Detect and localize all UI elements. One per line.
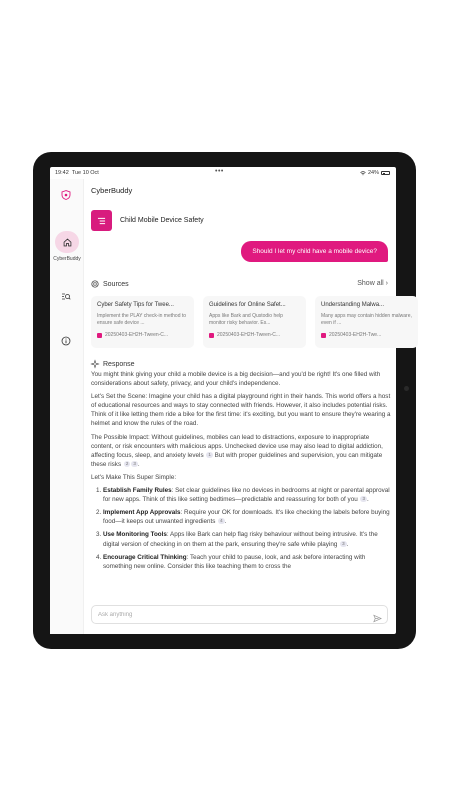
list-item: 3. Use Monitoring Tools: Apps like Bark can help flag risky behaviour without being intrusive. It's the digital version of checking in on them at the park, ensuring they're safe while playing 3 . <box>103 530 391 548</box>
multitask-dots[interactable]: ••• <box>215 168 224 175</box>
sparkle-icon <box>91 360 99 368</box>
source-card-meta: 20250403-EH2H-Twe... <box>321 332 412 338</box>
app-logo-icon <box>61 187 71 205</box>
response-impact: The Possible Impact: Without guidelines, mobiles can lead to distractions, exposure to inappropriate content, or risk encounters with malicious apps. Unchecked device use may also lead to digital addiction, affecting focus, sleep, and anxiety levels 1 But with proper guidelines and supervision, you can mitigate these risks 2 3 . <box>91 433 383 468</box>
ask-input[interactable] <box>98 610 358 620</box>
search-list-icon[interactable] <box>61 289 71 307</box>
topic-list-icon <box>91 210 112 231</box>
response-title: Response <box>103 360 135 368</box>
source-card-desc: Implement the PLAY check-in method to ensure safe device ... <box>97 313 187 326</box>
response-scene: Let's Set the Scene: Imagine your child has a digital playground right in their hands. This world offers a host of educational resources and ways to stay connected with friends. However, it also includes potential risks. Think of it like letting them ride a bike for the first time: it's exciting, but you want to ensure they're wearing a helmet and know the rules of the road. <box>91 393 391 428</box>
source-card-title: Understanding Malwa... <box>321 302 385 308</box>
info-circle-icon[interactable] <box>61 333 71 351</box>
battery-icon <box>381 171 390 175</box>
nav-label-cyberbuddy[interactable]: CyberBuddy <box>53 256 81 262</box>
sources-title: Sources <box>103 280 129 288</box>
nav-item-cyberbuddy[interactable] <box>55 231 79 253</box>
status-bar <box>50 167 396 179</box>
source-card-meta: 20250403-EH2H-Tween-C... <box>209 332 300 338</box>
home-icon <box>63 238 72 247</box>
citation-badge[interactable]: 4 <box>220 518 223 524</box>
source-card[interactable] <box>91 296 194 348</box>
source-card-desc: Apps like Bark and Qustodio help monitor risky behavior. Es... <box>209 313 283 326</box>
response-simple: Let's Make This Super Simple: <box>91 473 177 481</box>
source-card-title: Guidelines for Online Safet... <box>209 302 286 308</box>
citation-badge[interactable]: 3 <box>342 540 345 546</box>
source-card[interactable] <box>315 296 418 348</box>
document-icon <box>209 333 214 338</box>
send-icon[interactable] <box>373 610 382 628</box>
sources-icon <box>91 280 99 288</box>
chevron-right-icon: › <box>385 280 388 287</box>
battery-percent: 24% <box>367 170 379 176</box>
response-header <box>91 360 135 368</box>
response-intro: You might think giving your child a mobile device is a big decision—and you'd be right! It's one filled with considerations about safety, privacy, and your child's independence. <box>91 371 381 388</box>
response-steps <box>91 486 391 571</box>
page-title: CyberBuddy <box>91 186 133 195</box>
list-item: 4. Encourage Critical Thinking: Teach your child to pause, look, and ask before interacting with something new online. Consider this like teaching them to cross the <box>103 553 391 571</box>
composer <box>91 605 388 624</box>
sources-carousel[interactable] <box>91 296 412 350</box>
citation-badge[interactable]: 3 <box>362 496 365 502</box>
source-card-desc: Many apps may contain hidden malware, even if ... <box>321 313 412 326</box>
list-item: 1. Establish Family Rules: Set clear guidelines like no devices in bedrooms at night or parental approval for new apps. Think of this like setting bedtimes—predictable and reassuring for both of you 3 . <box>103 486 391 504</box>
status-time: 19:42 Tue 10 Oct <box>55 170 99 176</box>
citation-badge[interactable]: 1 <box>208 451 211 457</box>
document-icon <box>321 333 326 338</box>
app-screen <box>50 167 412 634</box>
topic-header <box>91 210 204 231</box>
source-card-meta: 20250403-EH2H-Tween-C... <box>97 332 188 338</box>
chat-main <box>91 179 412 634</box>
list-item: 2. Implement App Approvals: Require your OK for downloads. It's like checking the labels before buying food—it keeps out unwanted ingredients 4 . <box>103 508 391 526</box>
camera-dot <box>404 386 409 391</box>
user-message-bubble: Should I let my child have a mobile device? <box>241 241 388 262</box>
source-card[interactable] <box>203 296 306 348</box>
topic-title: Child Mobile Device Safety <box>120 217 204 224</box>
navigation-rail <box>50 179 84 634</box>
wifi-icon <box>360 171 366 176</box>
citation-badge[interactable]: 3 <box>133 460 136 466</box>
source-card-title: Cyber Safety Tips for Twee... <box>97 302 174 308</box>
show-all-link[interactable]: Show all › <box>357 280 388 287</box>
citation-badge[interactable]: 2 <box>125 460 129 466</box>
document-icon <box>97 333 102 338</box>
status-right <box>360 170 390 176</box>
response-body <box>91 370 391 607</box>
